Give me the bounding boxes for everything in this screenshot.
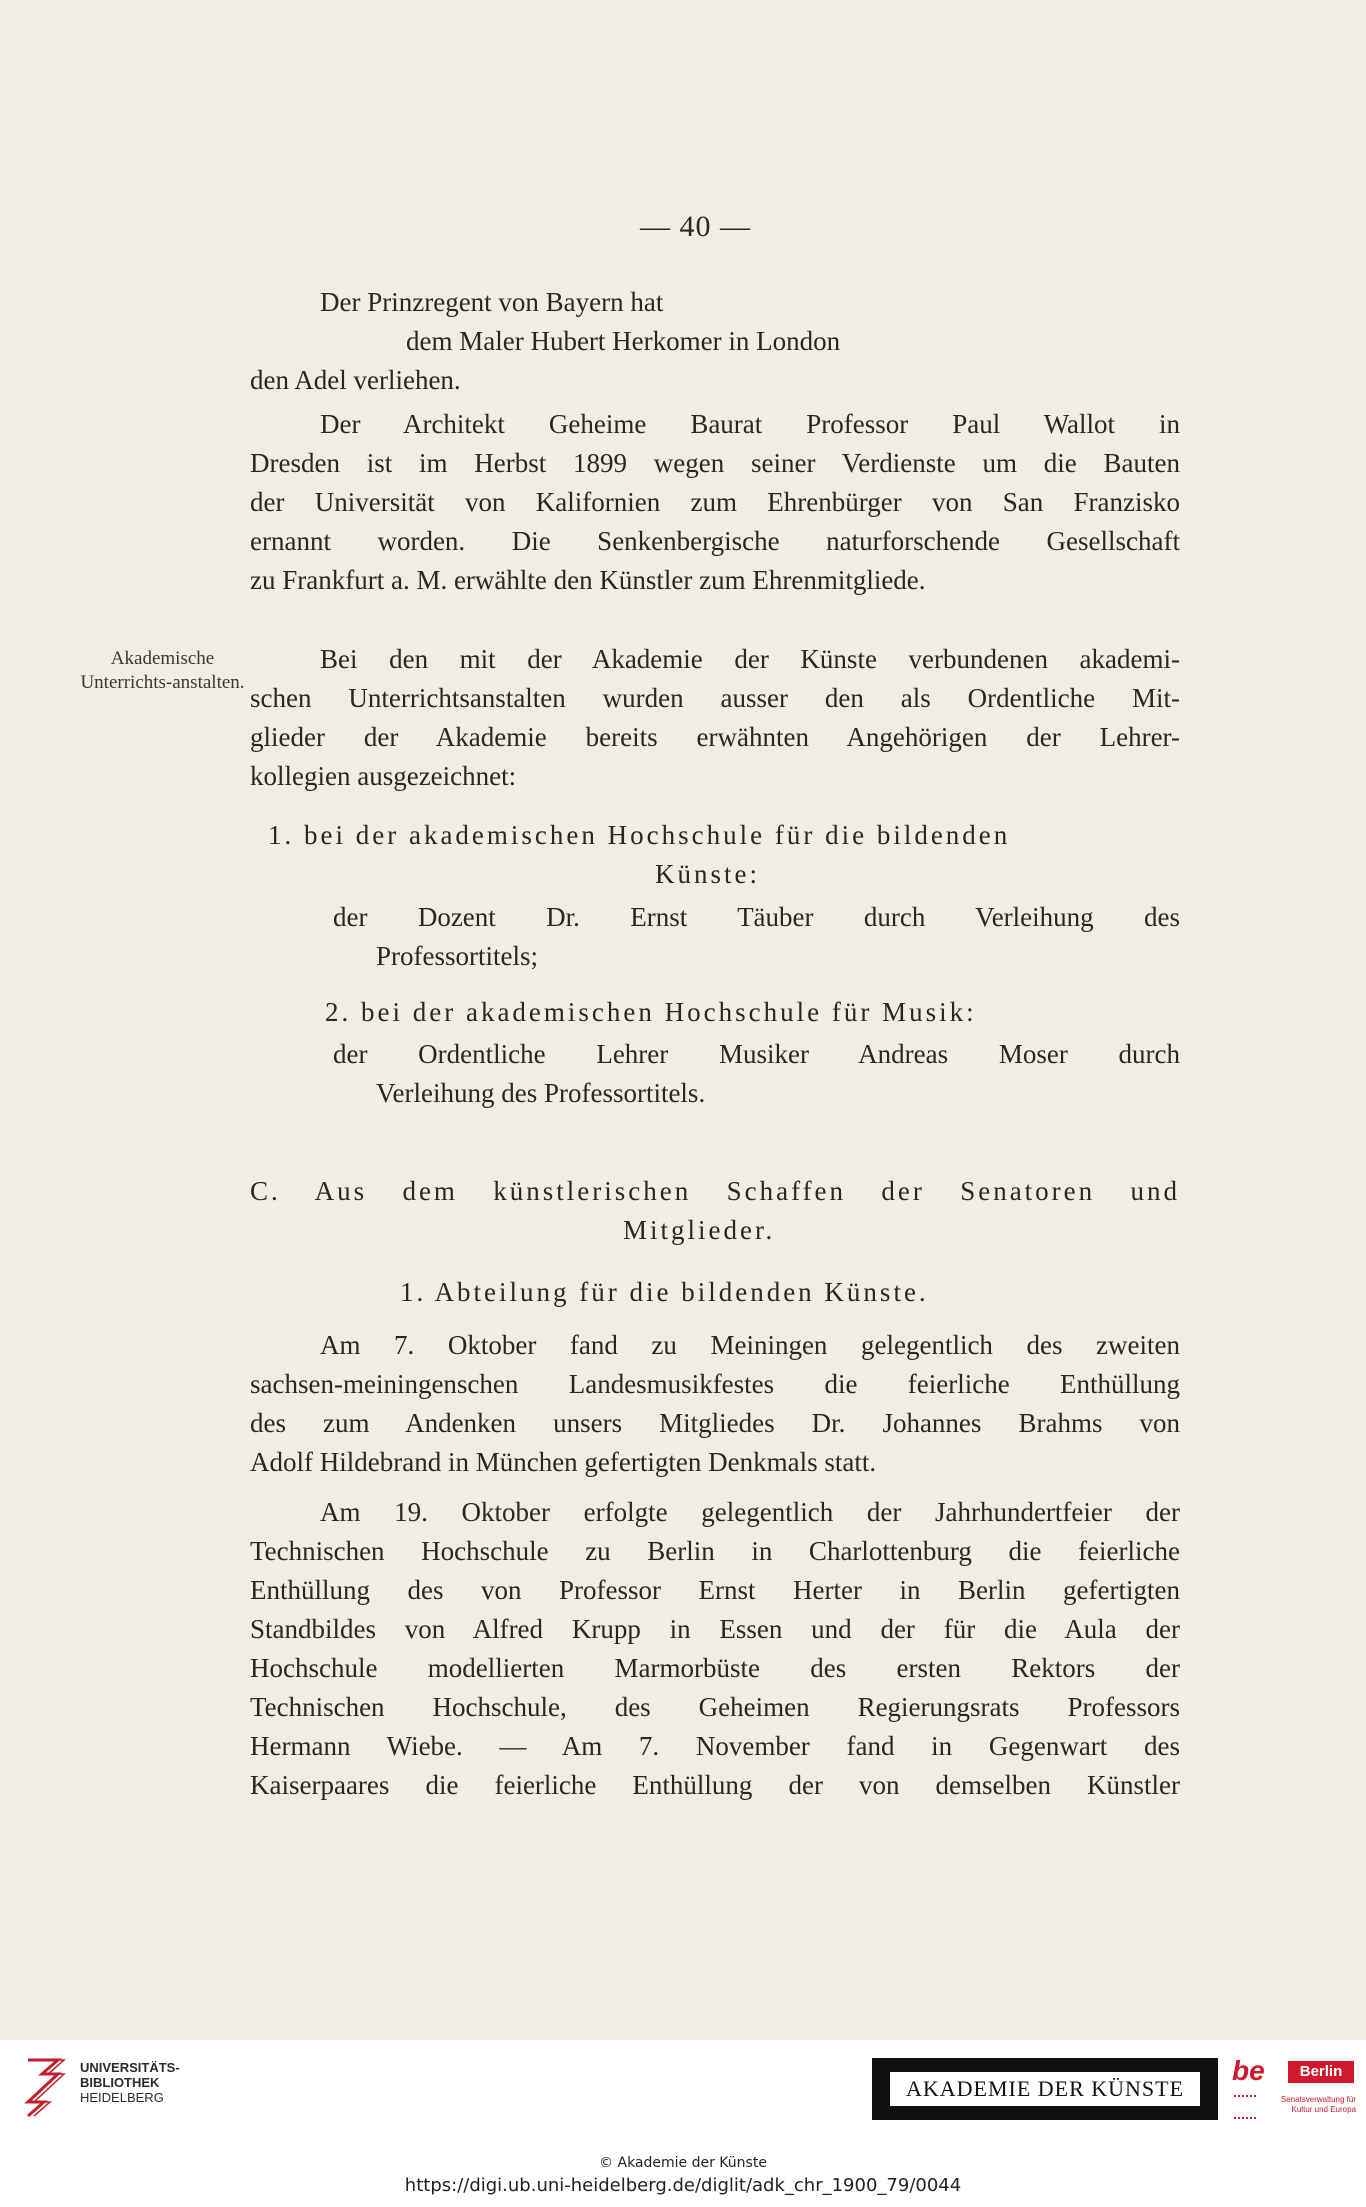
list-item-heading: 1. bei der akademischen Hochschule für die bildenden (268, 820, 1011, 850)
list-item-heading: 2. bei der akademischen Hochschule für Musik: (325, 997, 977, 1027)
text-line: Hochschule modellierten Marmorbüste des ersten Rektors der (250, 1653, 1180, 1683)
adk-logo[interactable] (872, 2058, 1218, 2120)
text-line: ernannt worden. Die Senkenbergische naturforschende Gesellschaft (250, 526, 1180, 556)
text-line: Enthüllung des von Professor Ernst Herter in Berlin gefertigten (250, 1575, 1180, 1605)
text-line: Am 7. Oktober fand zu Meiningen gelegentlich des zweiten (320, 1330, 1180, 1360)
text-line: Hermann Wiebe. — Am 7. November fand in Gegenwart des (250, 1731, 1180, 1761)
text-line: Technischen Hochschule, des Geheimen Regierungsrats Professors (250, 1692, 1180, 1722)
subsection-heading: 1. Abteilung für die bildenden Künste. (400, 1277, 929, 1307)
text-line: kollegien ausgezeichnet: (250, 761, 517, 791)
text-line: schen Unterrichtsanstalten wurden ausser den als Ordentliche Mit- (250, 683, 1180, 713)
page-number: — 40 — (640, 210, 751, 243)
adk-label: AKADEMIE DER KÜNSTE (890, 2072, 1200, 2106)
text-line: Bei den mit der Akademie der Künste verbundenen akademi- (320, 644, 1180, 674)
text-line: der Dozent Dr. Ernst Täuber durch Verleihung des (333, 902, 1180, 932)
text-line: sachsen-meiningenschen Landesmusikfestes die feierliche Enthüllung (250, 1369, 1180, 1399)
margin-note: Akademische Unterrichts-anstalten. (80, 648, 245, 693)
text-line: Verleihung des Professortitels. (376, 1078, 706, 1108)
heidelberg-library-logo-icon (14, 2052, 72, 2124)
text-line: Professortitels; (376, 941, 538, 971)
text-line: Kaiserpaares die feierliche Enthüllung der von demselben Künstler (250, 1770, 1180, 1800)
copyright-notice: © Akademie der Künste (599, 2155, 767, 2171)
text-line: den Adel verliehen. (250, 365, 461, 395)
section-heading: Mitglieder. (623, 1215, 776, 1245)
text-line: der Universität von Kalifornien zum Ehrenbürger von San Franzisko (250, 487, 1180, 517)
text-line: der Ordentliche Lehrer Musiker Andreas Moser durch (333, 1039, 1180, 1069)
text-line: Technischen Hochschule zu Berlin in Charlottenburg die feierliche (250, 1536, 1180, 1566)
berlin-pattern-icon (1234, 2095, 1256, 2119)
section-heading: C. Aus dem künstlerischen Schaffen der Senatoren und (250, 1176, 1180, 1206)
text-line: dem Maler Hubert Herkomer in London (406, 326, 841, 356)
text-line: Künste: (655, 859, 760, 889)
permalink-url[interactable]: https://digi.ub.uni-heidelberg.de/diglit/adk_chr_1900_79/0044 (404, 2175, 962, 2196)
text-line: des zum Andenken unsers Mitgliedes Dr. Johannes Brahms von (250, 1408, 1180, 1438)
text-line: Dresden ist im Herbst 1899 wegen seiner Verdienste um die Bauten (250, 448, 1180, 478)
library-line: BIBLIOTHEK (80, 2075, 160, 2090)
berlin-subtitle: Senatsverwaltung für Kultur und Europa (1280, 2095, 1356, 2114)
berlin-logo[interactable] (1230, 2055, 1358, 2127)
text-line: Am 19. Oktober erfolgte gelegentlich der Jahrhundertfeier der (320, 1497, 1180, 1527)
text-line: zu Frankfurt a. M. erwählte den Künstler zum Ehrenmitgliede. (250, 565, 926, 595)
library-line: HEIDELBERG (80, 2090, 164, 2105)
library-line: UNIVERSITÄTS- (80, 2060, 180, 2075)
berlin-tag: Berlin (1288, 2061, 1354, 2083)
text-line: Standbildes von Alfred Krupp in Essen und der für die Aula der (250, 1614, 1180, 1644)
berlin-be-label: be (1232, 2055, 1265, 2086)
text-line: glieder der Akademie bereits erwähnten Angehörigen der Lehrer- (250, 722, 1180, 752)
text-line: Adolf Hildebrand in München gefertigten Denkmals statt. (250, 1447, 877, 1477)
library-name (80, 2060, 180, 2105)
text-line: Der Prinzregent von Bayern hat (320, 287, 664, 317)
text-line: Der Architekt Geheime Baurat Professor Paul Wallot in (320, 409, 1180, 439)
